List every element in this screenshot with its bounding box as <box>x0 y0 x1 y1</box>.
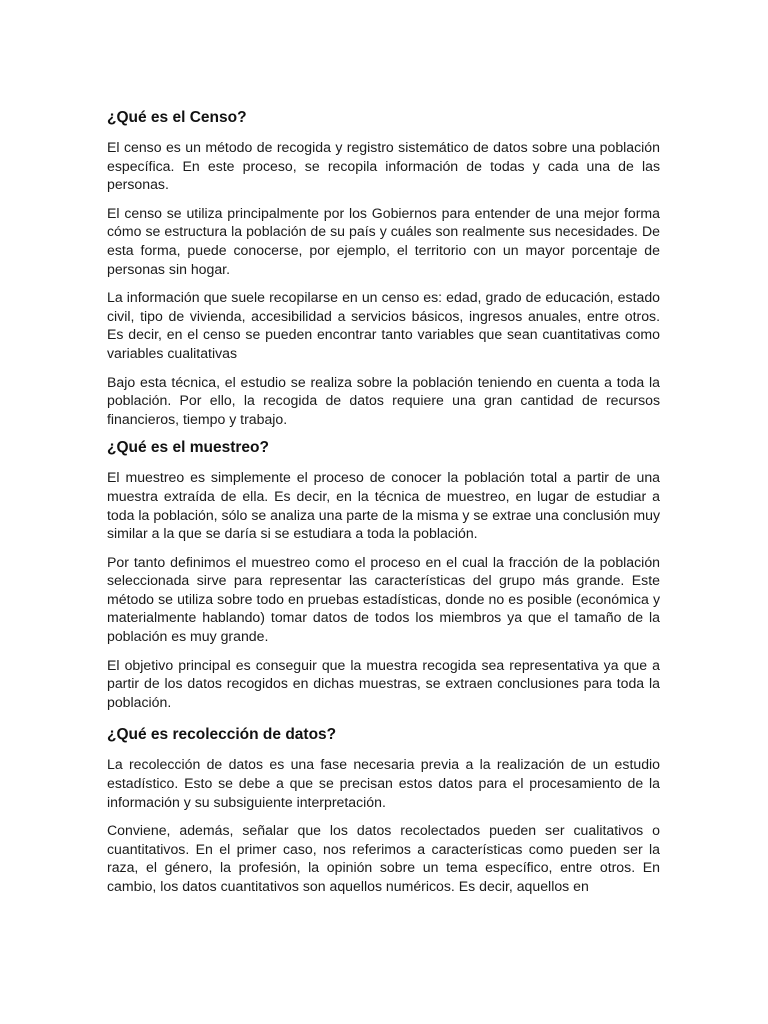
paragraph: La recolección de datos es una fase necesaria previa a la realización de un estudio estadístico. Esto se debe a que se precisan estos datos para el procesamiento de la información y su subsiguiente interpretación. <box>107 756 660 810</box>
paragraph: La información que suele recopilarse en un censo es: edad, grado de educación, estado civil, tipo de vivienda, accesibilidad a servicios básicos, ingresos anuales, entre otros. Es decir, en el censo se pueden encontrar tanto variables que sean cuantitativas como variables cualitativas <box>107 289 660 361</box>
section-heading: ¿Qué es el muestreo? <box>107 439 269 457</box>
section-censo <box>107 108 660 428</box>
paragraph: El censo se utiliza principalmente por los Gobiernos para entender de una mejor forma cómo se estructura la población de su país y cuáles son realmente sus necesidades. De esta forma, puede conocerse, por ejemplo, el territorio con un mayor porcentaje de personas sin hogar. <box>107 204 660 277</box>
section-heading: ¿Qué es el Censo? <box>107 109 247 126</box>
paragraph: Conviene, además, señalar que los datos recolectados pueden ser cualitativos o cuantitativos. En el primer caso, nos referimos a características como pueden ser la raza, el género, la profesión, la opinión sobre un tema específico, entre otros. En cambio, los datos cuantitativos son aquellos numéricos. Es decir, aquellos en <box>107 822 660 894</box>
paragraph: El censo es un método de recogida y registro sistemático de datos sobre una población específica. En este proceso, se recopila información de todas y cada una de las personas. <box>107 139 660 193</box>
section-muestreo <box>107 438 660 711</box>
paragraph: El muestreo es simplemente el proceso de conocer la población total a partir de una muestra extraída de ella. Es decir, en la técnica de muestreo, en lugar de estudiar a toda la población, sólo se analiza una parte de la misma y se extrae una conclusión muy similar a la que se daría si se estudiara a toda la población. <box>107 469 660 542</box>
section-recoleccion-datos <box>107 725 660 895</box>
paragraph: El objetivo principal es conseguir que la muestra recogida sea representativa ya que a partir de los datos recogidos en dichas muestras, se extraen conclusiones para toda la población. <box>107 656 660 710</box>
document-page <box>107 108 660 896</box>
section-heading: ¿Qué es recolección de datos? <box>107 726 337 744</box>
paragraph: Por tanto definimos el muestreo como el proceso en el cual la fracción de la población seleccionada sirve para representar las características del grupo más grande. Este método se utiliza sobre todo en pruebas estadísticas, donde no es posible (económica y materialmente hablando) tomar datos de todos los miembros ya que el tamaño de la población es muy grande. <box>107 553 660 645</box>
paragraph: Bajo esta técnica, el estudio se realiza sobre la población teniendo en cuenta a toda la población. Por ello, la recogida de datos requiere una gran cantidad de recursos financieros, tiempo y trabajo. <box>107 373 660 427</box>
